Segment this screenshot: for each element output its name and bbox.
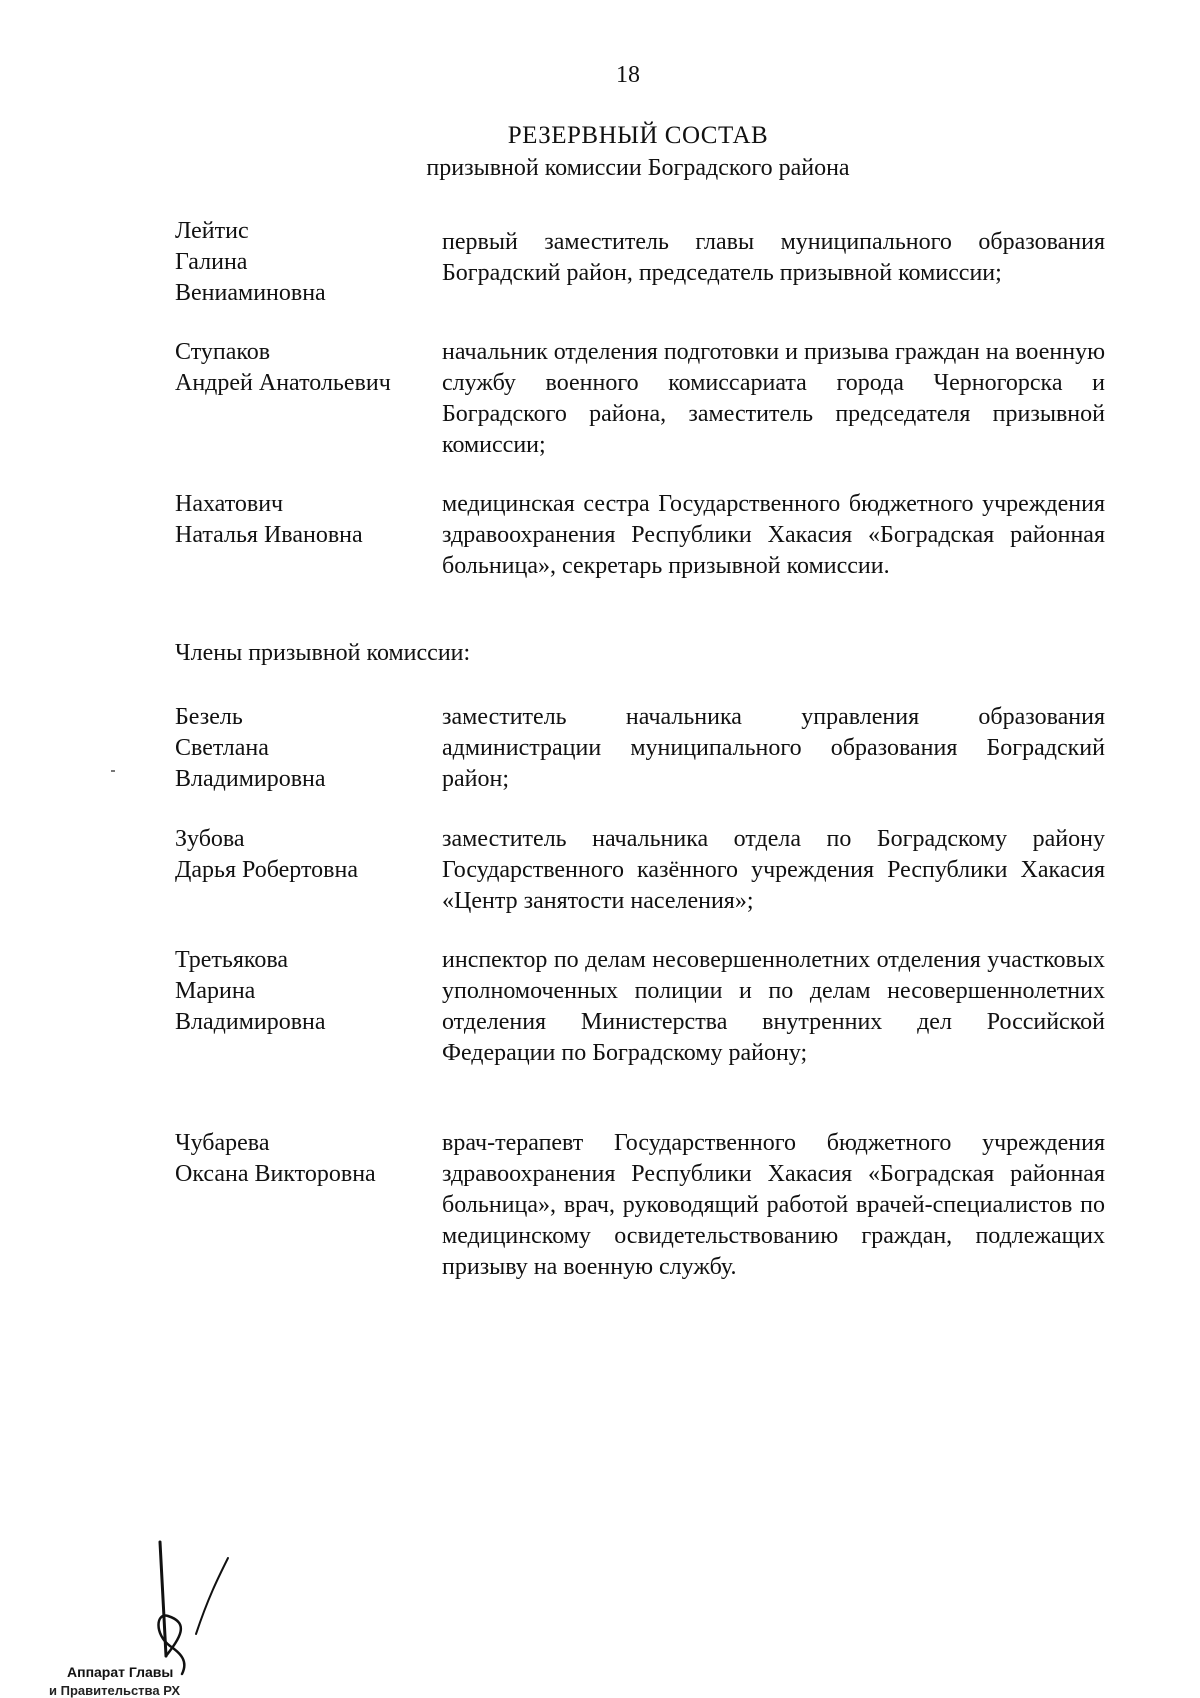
handwritten-signature <box>110 1538 240 1678</box>
member-name: Третьякова Марина Владимировна <box>175 947 326 1035</box>
member-position: инспектор по делам несовершеннолетних отделения участковых уполномоченных полиции и по делам несовершеннолетних отделения Министерства внутренних дел Российской Федерации по Боградскому району; <box>442 947 1105 1066</box>
member-name: Лейтис Галина Вениаминовна <box>175 218 326 306</box>
member-name: Безель Светлана Владимировна <box>175 704 326 792</box>
document-title: РЕЗЕРВНЫЙ СОСТАВ <box>507 122 769 149</box>
scan-artifact <box>111 770 115 772</box>
member-name: Чубарева Оксана Викторовна <box>175 1130 376 1187</box>
member-position: заместитель начальника управления образования администрации муниципального образования Боградский район; <box>442 704 1105 792</box>
member-position: начальник отделения подготовки и призыва граждан на военную службу военного комиссариата города Черногорска и Боградского района, заместитель председателя призывной комиссии; <box>442 339 1105 458</box>
member-name: Зубова Дарья Робертовна <box>175 826 358 883</box>
signature-stamp <box>40 1538 210 1698</box>
member-position: первый заместитель главы муниципального образования Боградский район, председатель призывной комиссии; <box>442 229 1105 286</box>
member-position: заместитель начальника отдела по Боградскому району Государственного казённого учреждения Республики Хакасия «Центр занятости населения»; <box>442 826 1105 914</box>
members-section-label: Члены призывной комиссии: <box>175 640 471 666</box>
stamp-text: Аппарат Главы <box>67 1664 174 1680</box>
stamp-text: и Правительства РХ <box>49 1683 181 1698</box>
member-position: медицинская сестра Государственного бюджетного учреждения здравоохранения Республики Хакасия «Боградская районная больница», секретарь призывной комиссии. <box>442 491 1105 579</box>
member-name: Ступаков Андрей Анатольевич <box>175 339 391 396</box>
document-subtitle: призывной комиссии Боградского района <box>426 155 850 181</box>
member-name: Нахатович Наталья Ивановна <box>175 491 363 548</box>
member-position: врач-терапевт Государственного бюджетного учреждения здравоохранения Республики Хакасия «Боградская районная больница», врач, руководящий работой врачей-специалистов по медицинскому освидетельствованию граждан, подлежащих призыву на военную службу. <box>442 1130 1105 1280</box>
page-number: 18 <box>616 62 640 88</box>
